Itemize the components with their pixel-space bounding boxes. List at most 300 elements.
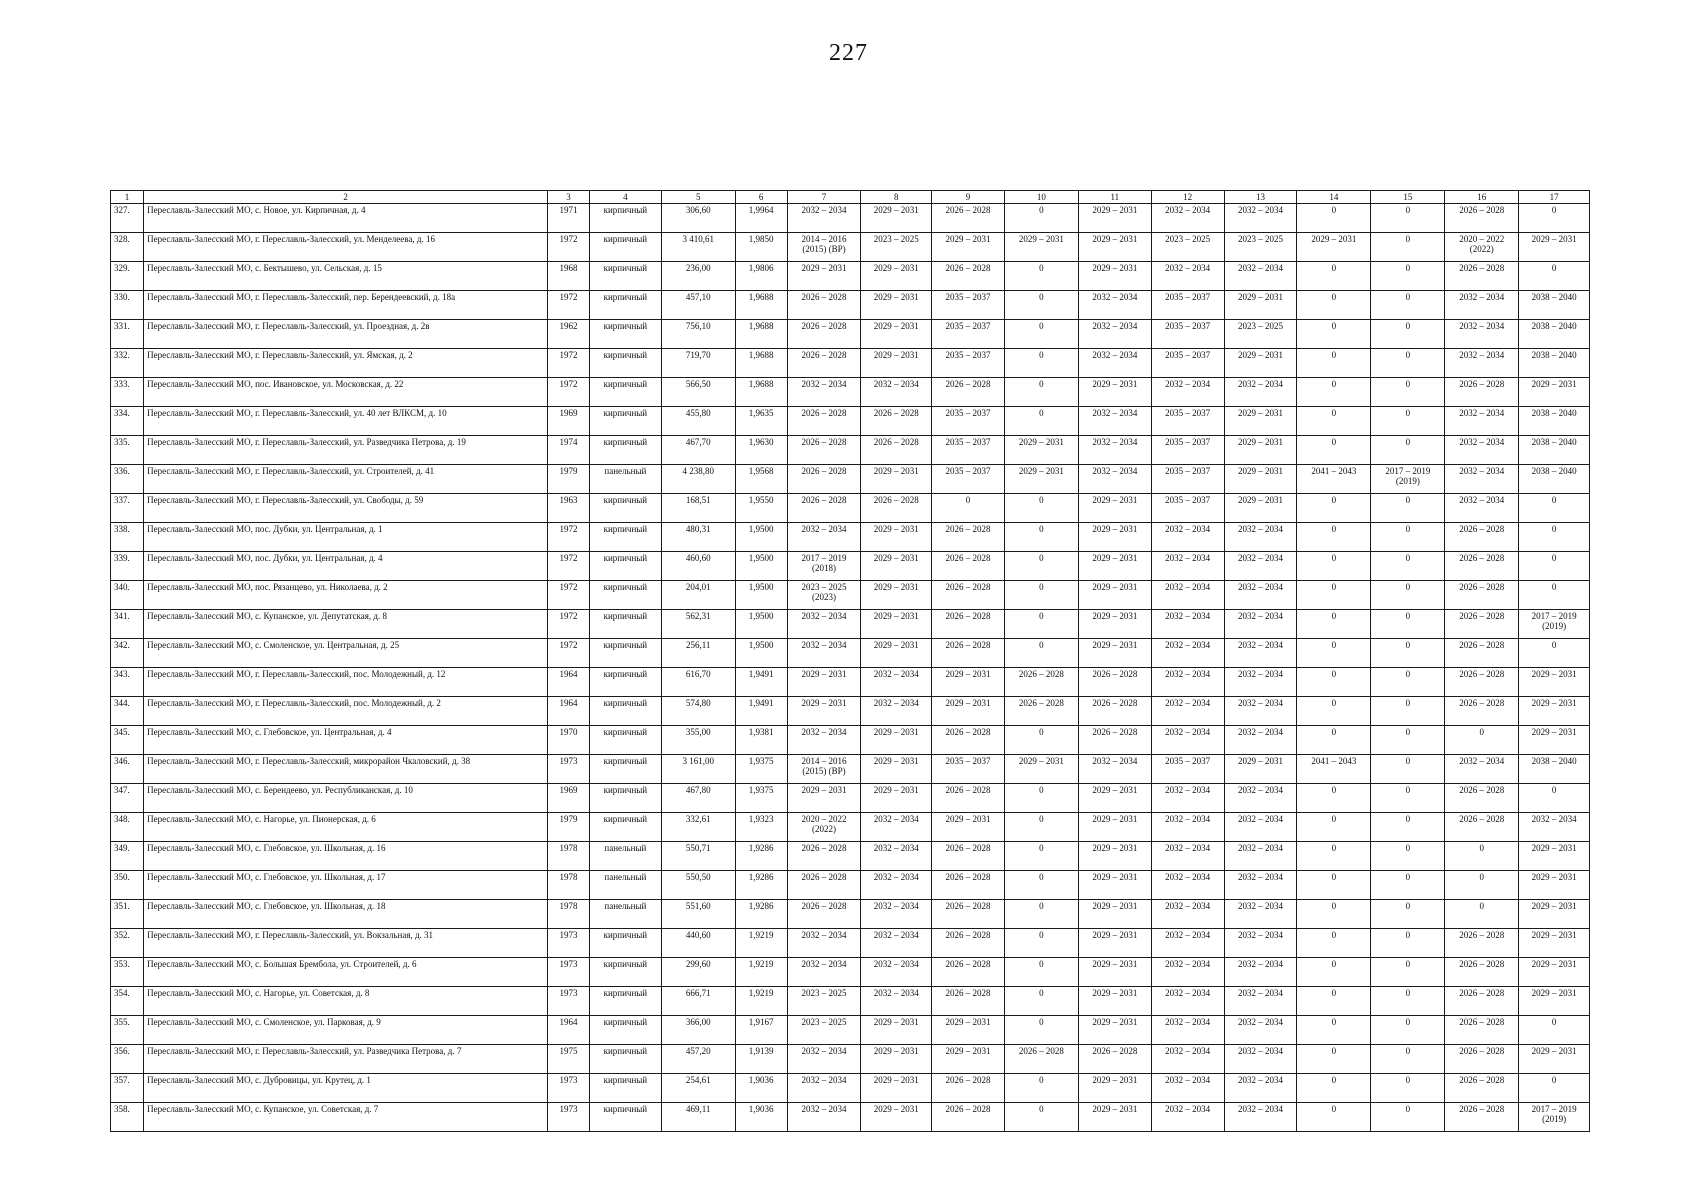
table-cell: 0 [1371, 523, 1445, 552]
table-row [111, 523, 1590, 552]
table-cell: 1,9550 [735, 494, 787, 523]
table-cell: 2029 – 2031 [787, 697, 861, 726]
table-cell: 2032 – 2034 [861, 697, 932, 726]
table-row [111, 639, 1590, 668]
table-cell: 2026 – 2028 [787, 349, 861, 378]
address-cell: Переславль-Залесский МО, г. Переславль-Залесский, ул. Ямская, д. 2 [144, 349, 548, 378]
table-cell: 2032 – 2034 [1224, 871, 1297, 900]
table-cell: 2029 – 2031 [1224, 349, 1297, 378]
table-cell: кирпичный [590, 262, 662, 291]
table-cell: 756,10 [661, 320, 735, 349]
table-cell: 719,70 [661, 349, 735, 378]
row-number-cell: 342. [111, 639, 144, 668]
row-number-cell: 344. [111, 697, 144, 726]
table-row [111, 842, 1590, 871]
table-cell: 2032 – 2034 [1151, 784, 1224, 813]
column-number-row [111, 191, 1590, 204]
table-cell: кирпичный [590, 1103, 662, 1132]
table-cell: 2026 – 2028 [1445, 987, 1519, 1016]
table-cell: 1,9323 [735, 813, 787, 842]
table-cell: 2032 – 2034 [1078, 465, 1151, 494]
table-cell: 1963 [548, 494, 590, 523]
table-cell: 0 [1519, 262, 1590, 291]
row-number-cell: 356. [111, 1045, 144, 1074]
table-cell: 0 [1004, 1103, 1078, 1132]
column-number: 11 [1078, 191, 1151, 204]
table-cell: 2029 – 2031 [861, 1016, 932, 1045]
table-cell: 1,9491 [735, 697, 787, 726]
table-cell: 1,9036 [735, 1074, 787, 1103]
table-cell: 0 [1371, 668, 1445, 697]
table-cell: 2032 – 2034 [1224, 523, 1297, 552]
row-number-cell: 337. [111, 494, 144, 523]
table-cell: 4 238,80 [661, 465, 735, 494]
address-cell: Переславль-Залесский МО, с. Берендеево, ул. Республиканская, д. 10 [144, 784, 548, 813]
table-cell: 2029 – 2031 [787, 262, 861, 291]
table-cell: 2029 – 2031 [1004, 755, 1078, 784]
table-cell: 299,60 [661, 958, 735, 987]
table-cell: 0 [1004, 494, 1078, 523]
table-cell: 1979 [548, 465, 590, 494]
table-cell: 1,9139 [735, 1045, 787, 1074]
table-cell: 2029 – 2031 [1078, 1016, 1151, 1045]
table-cell: 204,01 [661, 581, 735, 610]
table-cell: 0 [1371, 407, 1445, 436]
table-cell: панельный [590, 465, 662, 494]
table-cell: 2014 – 2016 (2015) (ВР) [787, 233, 861, 262]
table-cell: 2026 – 2028 [787, 465, 861, 494]
table-cell: 2032 – 2034 [861, 871, 932, 900]
table-cell: 2026 – 2028 [932, 204, 1005, 233]
table-cell: 2032 – 2034 [1151, 523, 1224, 552]
table-cell: кирпичный [590, 668, 662, 697]
address-cell: Переславль-Залесский МО, с. Дубровицы, ул. Крутец, д. 1 [144, 1074, 548, 1103]
table-cell: 0 [1371, 726, 1445, 755]
table-row [111, 987, 1590, 1016]
table-cell: 2026 – 2028 [932, 784, 1005, 813]
table-cell: 0 [1371, 610, 1445, 639]
table-cell: 0 [1297, 871, 1371, 900]
table-cell: 2035 – 2037 [1151, 320, 1224, 349]
table-cell: 2032 – 2034 [787, 1074, 861, 1103]
table-cell: 2026 – 2028 [787, 900, 861, 929]
table-cell: 2032 – 2034 [1151, 610, 1224, 639]
row-number-cell: 341. [111, 610, 144, 639]
table-cell: 2032 – 2034 [787, 929, 861, 958]
table-cell: 2029 – 2031 [861, 523, 932, 552]
table-cell: 0 [1371, 1074, 1445, 1103]
column-number: 8 [861, 191, 932, 204]
table-cell: 2032 – 2034 [1224, 813, 1297, 842]
table-cell: 1972 [548, 349, 590, 378]
table-cell: 2026 – 2028 [932, 552, 1005, 581]
table-cell: 2026 – 2028 [932, 1103, 1005, 1132]
table-cell: 1,9286 [735, 900, 787, 929]
table-cell: 2026 – 2028 [1445, 204, 1519, 233]
table-cell: 1,9286 [735, 842, 787, 871]
table-cell: 460,60 [661, 552, 735, 581]
column-number: 9 [932, 191, 1005, 204]
table-cell: 2032 – 2034 [1445, 407, 1519, 436]
table-cell: 2026 – 2028 [932, 726, 1005, 755]
table-cell: 1973 [548, 958, 590, 987]
table-cell: 0 [1371, 639, 1445, 668]
row-number-cell: 353. [111, 958, 144, 987]
table-cell: 0 [1371, 262, 1445, 291]
table-cell: 0 [1004, 639, 1078, 668]
table-cell: 2029 – 2031 [1078, 842, 1151, 871]
table-cell: 2032 – 2034 [787, 610, 861, 639]
address-cell: Переславль-Залесский МО, г. Переславль-Залесский, ул. 40 лет ВЛКСМ, д. 10 [144, 407, 548, 436]
row-number-cell: 336. [111, 465, 144, 494]
table-cell: 2032 – 2034 [1151, 378, 1224, 407]
table-cell: 2032 – 2034 [1151, 668, 1224, 697]
table-cell: 1,9688 [735, 349, 787, 378]
table-cell: 2029 – 2031 [1519, 958, 1590, 987]
table-cell: панельный [590, 871, 662, 900]
table-cell: 1964 [548, 697, 590, 726]
row-number-cell: 329. [111, 262, 144, 291]
table-cell: 2032 – 2034 [1151, 929, 1224, 958]
table-cell: 2035 – 2037 [1151, 465, 1224, 494]
table-cell: 0 [1519, 1016, 1590, 1045]
table-cell: 0 [1519, 204, 1590, 233]
table-cell: 2029 – 2031 [1519, 871, 1590, 900]
table-cell: 2029 – 2031 [861, 726, 932, 755]
table-cell: 2029 – 2031 [932, 1016, 1005, 1045]
table-cell: кирпичный [590, 639, 662, 668]
table-cell: 1964 [548, 1016, 590, 1045]
table-cell: 0 [1297, 697, 1371, 726]
table-cell: 2032 – 2034 [787, 204, 861, 233]
table-cell: 2029 – 2031 [1224, 755, 1297, 784]
table-cell: 2032 – 2034 [861, 958, 932, 987]
table-cell: 0 [1445, 900, 1519, 929]
table-cell: кирпичный [590, 755, 662, 784]
table-cell: 2035 – 2037 [1151, 407, 1224, 436]
table-cell: 2032 – 2034 [1224, 581, 1297, 610]
table-cell: 0 [1519, 552, 1590, 581]
table-cell: 0 [1371, 320, 1445, 349]
table-cell: 2032 – 2034 [1445, 349, 1519, 378]
table-cell: 0 [1297, 262, 1371, 291]
table-cell: 2026 – 2028 [1445, 668, 1519, 697]
column-number: 4 [590, 191, 662, 204]
table-cell: 455,80 [661, 407, 735, 436]
table-cell: 2017 – 2019 (2019) [1519, 610, 1590, 639]
table-cell: 0 [1004, 204, 1078, 233]
table-cell: 0 [1519, 639, 1590, 668]
table-cell: 256,11 [661, 639, 735, 668]
table-cell: 2032 – 2034 [861, 987, 932, 1016]
table-cell: 0 [1371, 900, 1445, 929]
table-cell: 2032 – 2034 [1078, 291, 1151, 320]
table-cell: 2026 – 2028 [932, 610, 1005, 639]
table-cell: 2032 – 2034 [1224, 639, 1297, 668]
table-cell: кирпичный [590, 204, 662, 233]
table-cell: 0 [1371, 581, 1445, 610]
table-cell: 2029 – 2031 [1519, 697, 1590, 726]
table-cell: 0 [1004, 320, 1078, 349]
table-cell: кирпичный [590, 784, 662, 813]
table-row [111, 494, 1590, 523]
table-cell: 0 [1004, 900, 1078, 929]
table-cell: 2035 – 2037 [932, 436, 1005, 465]
table-cell: 1,9688 [735, 291, 787, 320]
table-cell: 0 [1371, 233, 1445, 262]
table-row [111, 204, 1590, 233]
table-cell: 2029 – 2031 [1004, 465, 1078, 494]
table-cell: кирпичный [590, 1045, 662, 1074]
table-cell: 1,9568 [735, 465, 787, 494]
table-cell: 1973 [548, 755, 590, 784]
table-cell: 1973 [548, 929, 590, 958]
table-cell: 2029 – 2031 [1004, 436, 1078, 465]
table-cell: 0 [1297, 610, 1371, 639]
table-cell: 1,9964 [735, 204, 787, 233]
column-number: 6 [735, 191, 787, 204]
table-cell: 1,9375 [735, 755, 787, 784]
table-cell: 2032 – 2034 [1519, 813, 1590, 842]
table-cell: 1,9219 [735, 929, 787, 958]
table-cell: 2029 – 2031 [1224, 465, 1297, 494]
table-cell: 2029 – 2031 [1078, 1103, 1151, 1132]
table-cell: кирпичный [590, 436, 662, 465]
table-cell: 480,31 [661, 523, 735, 552]
table-cell: 3 410,61 [661, 233, 735, 262]
table-cell: 2020 – 2022 (2022) [787, 813, 861, 842]
table-cell: 0 [1519, 1074, 1590, 1103]
table-cell: 0 [1004, 871, 1078, 900]
table-cell: 0 [1004, 987, 1078, 1016]
table-cell: 2032 – 2034 [1151, 1045, 1224, 1074]
table-cell: 2032 – 2034 [1224, 784, 1297, 813]
row-number-cell: 332. [111, 349, 144, 378]
table-cell: 0 [1371, 349, 1445, 378]
table-cell: 1979 [548, 813, 590, 842]
table-cell: 574,80 [661, 697, 735, 726]
table-cell: 2029 – 2031 [861, 320, 932, 349]
table-cell: 1969 [548, 407, 590, 436]
table-cell: кирпичный [590, 726, 662, 755]
table-cell: 2035 – 2037 [932, 465, 1005, 494]
table-cell: 0 [1371, 929, 1445, 958]
column-number: 10 [1004, 191, 1078, 204]
table-cell: 2026 – 2028 [1078, 1045, 1151, 1074]
table-cell: 2032 – 2034 [1224, 668, 1297, 697]
row-number-cell: 331. [111, 320, 144, 349]
table-cell: 2029 – 2031 [932, 233, 1005, 262]
table-cell: 1,9500 [735, 610, 787, 639]
table-cell: 2017 – 2019 (2019) [1371, 465, 1445, 494]
table-cell: кирпичный [590, 291, 662, 320]
table-cell: 0 [1445, 726, 1519, 755]
table-cell: 2035 – 2037 [1151, 349, 1224, 378]
table-cell: 1972 [548, 552, 590, 581]
table-cell: 1,9375 [735, 784, 787, 813]
table-cell: 0 [1297, 929, 1371, 958]
table-cell: кирпичный [590, 987, 662, 1016]
table-cell: 236,00 [661, 262, 735, 291]
table-cell: 2032 – 2034 [1151, 581, 1224, 610]
table-row [111, 813, 1590, 842]
table-cell: 2029 – 2031 [861, 755, 932, 784]
table-cell: 2032 – 2034 [1151, 813, 1224, 842]
page-number: 227 [829, 40, 868, 66]
row-number-cell: 350. [111, 871, 144, 900]
table-cell: 2038 – 2040 [1519, 755, 1590, 784]
table-cell: кирпичный [590, 407, 662, 436]
table-cell: 1969 [548, 784, 590, 813]
table-cell: 1962 [548, 320, 590, 349]
row-number-cell: 328. [111, 233, 144, 262]
table-cell: 1972 [548, 581, 590, 610]
table-row [111, 697, 1590, 726]
column-number: 5 [661, 191, 735, 204]
table-cell: 1,9036 [735, 1103, 787, 1132]
table-cell: 2032 – 2034 [787, 1103, 861, 1132]
table-cell: 0 [1004, 523, 1078, 552]
table-cell: 0 [1297, 407, 1371, 436]
table-cell: 2029 – 2031 [1519, 1045, 1590, 1074]
table-cell: 254,61 [661, 1074, 735, 1103]
table-cell: 2029 – 2031 [861, 784, 932, 813]
table-cell: 2026 – 2028 [861, 407, 932, 436]
table-cell: 0 [1519, 494, 1590, 523]
table-row [111, 233, 1590, 262]
table-cell: 2026 – 2028 [861, 494, 932, 523]
table-cell: 2029 – 2031 [1224, 436, 1297, 465]
column-number: 1 [111, 191, 144, 204]
row-number-cell: 334. [111, 407, 144, 436]
table-cell: 550,71 [661, 842, 735, 871]
table-cell: 2029 – 2031 [1519, 900, 1590, 929]
row-number-cell: 327. [111, 204, 144, 233]
table-cell: 1,9167 [735, 1016, 787, 1045]
table-cell: 2014 – 2016 (2015) (ВР) [787, 755, 861, 784]
table-row [111, 1074, 1590, 1103]
table-cell: 2023 – 2025 [787, 1016, 861, 1045]
table-row [111, 436, 1590, 465]
address-cell: Переславль-Залесский МО, пос. Дубки, ул. Центральная, д. 1 [144, 523, 548, 552]
table-cell: 1973 [548, 1074, 590, 1103]
table-cell: 2029 – 2031 [1078, 523, 1151, 552]
table-cell: 2032 – 2034 [1224, 726, 1297, 755]
table-cell: 0 [1371, 697, 1445, 726]
table-cell: 2029 – 2031 [1224, 291, 1297, 320]
table-row [111, 378, 1590, 407]
table-cell: 0 [1297, 842, 1371, 871]
table-cell: 0 [1297, 436, 1371, 465]
table-cell: 0 [1297, 1103, 1371, 1132]
address-cell: Переславль-Залесский МО, пос. Дубки, ул. Центральная, д. 4 [144, 552, 548, 581]
address-cell: Переславль-Залесский МО, с. Купанское, ул. Советская, д. 7 [144, 1103, 548, 1132]
table-cell: 2032 – 2034 [1151, 204, 1224, 233]
table-cell: 306,60 [661, 204, 735, 233]
table-cell: 2035 – 2037 [932, 291, 1005, 320]
table-cell: 2029 – 2031 [1224, 494, 1297, 523]
table-cell: 2026 – 2028 [1445, 697, 1519, 726]
table-cell: кирпичный [590, 1016, 662, 1045]
table-cell: 2026 – 2028 [861, 436, 932, 465]
row-number-cell: 357. [111, 1074, 144, 1103]
table-cell: 0 [1371, 871, 1445, 900]
table-cell: 2029 – 2031 [861, 1074, 932, 1103]
table-cell: 2032 – 2034 [861, 668, 932, 697]
address-cell: Переславль-Залесский МО, пос. Ивановское, ул. Московская, д. 22 [144, 378, 548, 407]
address-cell: Переславль-Залесский МО, с. Глебовское, ул. Школьная, д. 18 [144, 900, 548, 929]
table-cell: 2032 – 2034 [1151, 871, 1224, 900]
table-cell: 0 [1004, 726, 1078, 755]
row-number-cell: 338. [111, 523, 144, 552]
address-cell: Переславль-Залесский МО, с. Купанское, ул. Депутатская, д. 8 [144, 610, 548, 639]
table-cell: 2032 – 2034 [1224, 929, 1297, 958]
table-cell: 1,9219 [735, 987, 787, 1016]
table-cell: 2032 – 2034 [1445, 494, 1519, 523]
table-cell: 2029 – 2031 [1078, 581, 1151, 610]
table-cell: 0 [1297, 494, 1371, 523]
column-number: 3 [548, 191, 590, 204]
table-cell: 2029 – 2031 [1078, 958, 1151, 987]
column-number: 14 [1297, 191, 1371, 204]
table-cell: 2029 – 2031 [1519, 929, 1590, 958]
table-cell: 2029 – 2031 [932, 668, 1005, 697]
table-cell: 1,9806 [735, 262, 787, 291]
table-cell: 2029 – 2031 [1519, 842, 1590, 871]
table-cell: 2023 – 2025 [1224, 233, 1297, 262]
table-cell: 2029 – 2031 [1078, 378, 1151, 407]
table-cell: 0 [1445, 871, 1519, 900]
table-cell: 2029 – 2031 [861, 610, 932, 639]
address-cell: Переславль-Залесский МО, г. Переславль-Залесский, ул. Менделеева, д. 16 [144, 233, 548, 262]
address-cell: Переславль-Залесский МО, с. Глебовское, ул. Школьная, д. 16 [144, 842, 548, 871]
table-cell: 2026 – 2028 [1078, 697, 1151, 726]
row-number-cell: 352. [111, 929, 144, 958]
table-cell: 0 [1445, 842, 1519, 871]
table-cell: 2029 – 2031 [861, 1103, 932, 1132]
table-cell: кирпичный [590, 813, 662, 842]
table-cell: 0 [1297, 378, 1371, 407]
table-cell: 0 [1004, 842, 1078, 871]
table-cell: 1,9688 [735, 320, 787, 349]
table-cell: 2032 – 2034 [1151, 262, 1224, 291]
table-cell: 0 [1004, 813, 1078, 842]
table-cell: 1972 [548, 639, 590, 668]
table-cell: 1,9688 [735, 378, 787, 407]
table-cell: 2026 – 2028 [932, 987, 1005, 1016]
table-cell: 2029 – 2031 [1519, 726, 1590, 755]
table-cell: 0 [1371, 842, 1445, 871]
table-cell: 0 [1519, 581, 1590, 610]
address-cell: Переславль-Залесский МО, с. Новое, ул. Кирпичная, д. 4 [144, 204, 548, 233]
address-cell: Переславль-Залесский МО, г. Переславль-Залесский, пер. Берендеевский, д. 18а [144, 291, 548, 320]
column-number: 17 [1519, 191, 1590, 204]
table-cell: 2026 – 2028 [1445, 639, 1519, 668]
table-cell: 2032 – 2034 [861, 378, 932, 407]
table-cell: 562,31 [661, 610, 735, 639]
table-cell: 1975 [548, 1045, 590, 1074]
table-cell: 2026 – 2028 [1445, 1045, 1519, 1074]
table-cell: 2029 – 2031 [861, 1045, 932, 1074]
table-cell: 0 [1297, 726, 1371, 755]
table-cell: 2029 – 2031 [932, 813, 1005, 842]
table-cell: 2026 – 2028 [787, 436, 861, 465]
table-cell: 2029 – 2031 [1078, 233, 1151, 262]
column-number: 12 [1151, 191, 1224, 204]
table-cell: 0 [1297, 958, 1371, 987]
table-cell: 0 [1519, 784, 1590, 813]
table-cell: 0 [932, 494, 1005, 523]
